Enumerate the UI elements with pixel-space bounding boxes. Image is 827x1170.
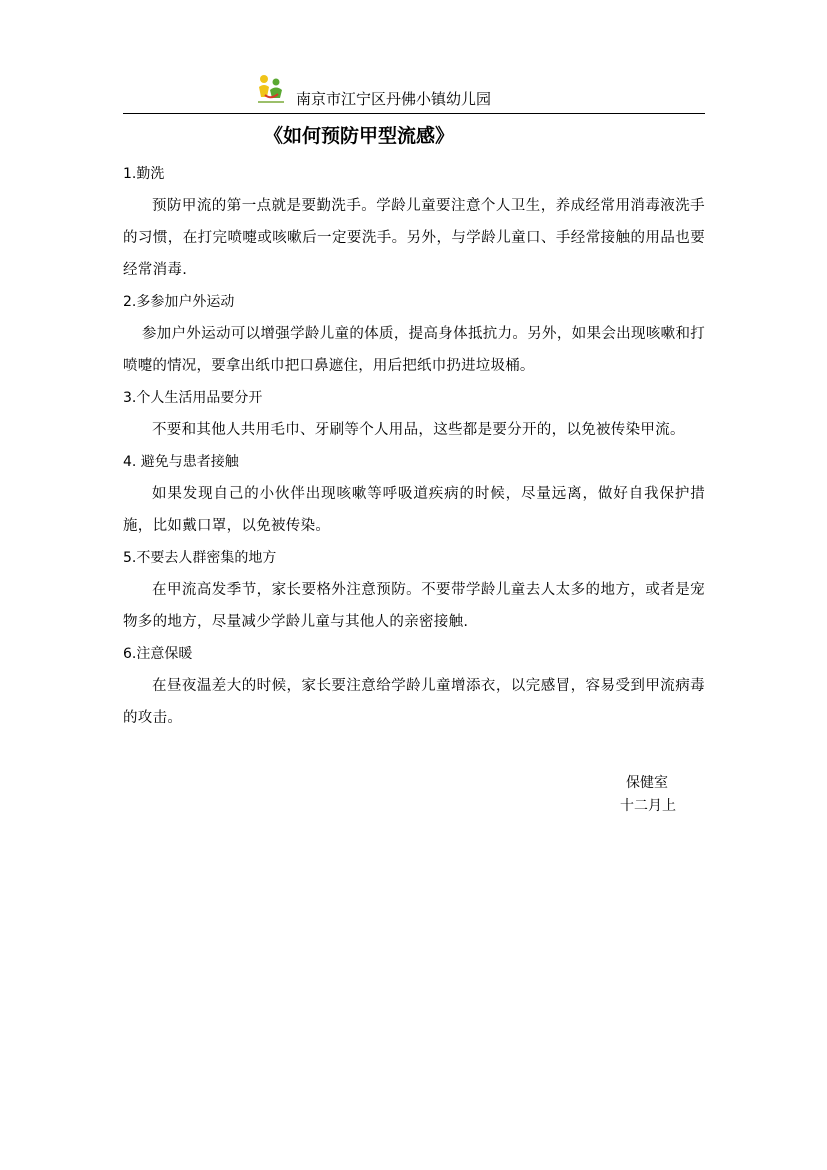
school-name: 南京市江宁区丹佛小镇幼儿园: [296, 90, 492, 108]
section-body-5: 在甲流高发季节，家长要格外注意预防。不要带学龄儿童去人太多的地方，或者是宠物多的地方，尽量减少学龄儿童与其他人的亲密接触.: [123, 582, 705, 630]
document-body: [123, 158, 705, 734]
section-body-4: 如果发现自己的小伙伴出现咳嗽等呼吸道疾病的时候，尽量远离，做好自我保护措施，比如戴口罩，以免被传染。: [123, 486, 705, 534]
section-heading-4: 4. 避免与患者接触: [123, 454, 239, 470]
section-body-3: 不要和其他人共用毛巾、牙刷等个人用品，这些都是要分开的，以免被传染甲流。: [152, 422, 685, 438]
section-body-1: 预防甲流的第一点就是要勤洗手。学龄儿童要注意个人卫生，养成经常用消毒液洗手的习惯，在打完喷嚏或咳嗽后一定要洗手。另外，与学龄儿童口、手经常接触的用品也要经常消毒.: [123, 198, 705, 278]
section-body-6: 在昼夜温差大的时候，家长要注意给学龄儿童增添衣，以完感冒，容易受到甲流病毒的攻击。: [123, 678, 705, 726]
signature-date: 十二月上: [620, 798, 676, 814]
section-heading-3: 3.个人生活用品要分开: [123, 390, 263, 406]
page-header: [0, 70, 827, 114]
section-heading-5: 5.不要去人群密集的地方: [123, 550, 277, 566]
signature-block: [620, 772, 700, 818]
section-body-2: 参加户外运动可以增强学龄儿童的体质，提高身体抵抗力。另外，如果会出现咳嗽和打喷嚏的情况，要拿出纸巾把口鼻遮住，用后把纸巾扔进垃圾桶。: [123, 326, 705, 374]
section-heading-6: 6.注意保暖: [123, 646, 193, 662]
header-divider: [123, 113, 705, 114]
section-heading-2: 2.多参加户外运动: [123, 294, 235, 310]
section-heading-1: 1.勤洗: [123, 166, 165, 182]
signature-office: 保健室: [626, 775, 668, 791]
document-title: 《如何预防甲型流感》: [264, 125, 455, 147]
kindergarten-logo-icon: [256, 73, 286, 105]
